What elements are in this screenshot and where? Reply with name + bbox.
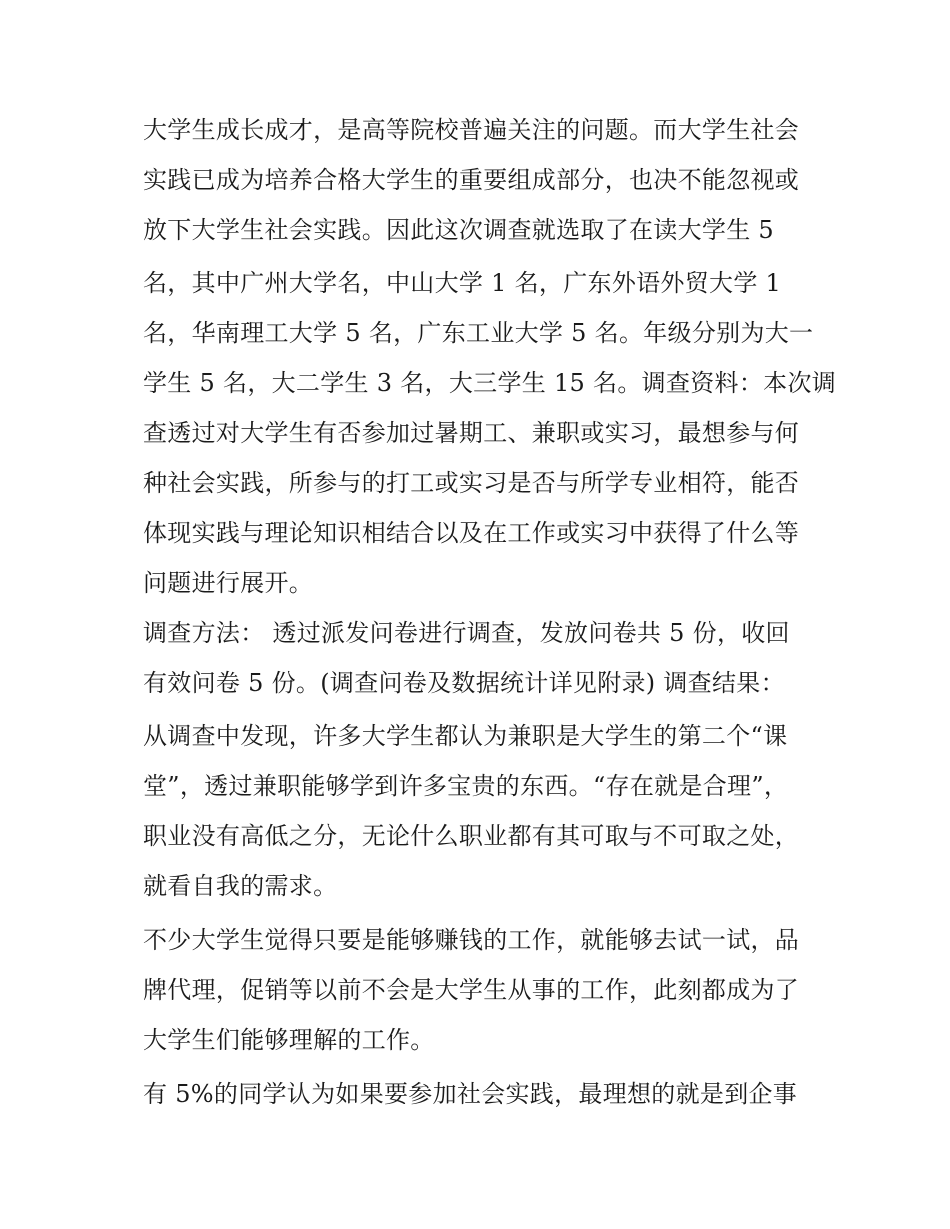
- text-line: 有效问卷 5 份。(调查问卷及数据统计详见附录) 调查结果：: [143, 669, 785, 697]
- text-line: 有 5%的同学认为如果要参加社会实践，最理想的就是到企事: [143, 1080, 798, 1108]
- text-line: 大学生成长成才，是高等院校普遍关注的问题。而大学生社会: [143, 116, 800, 144]
- text-line: 就看自我的需求。: [143, 872, 338, 900]
- text-line: 从调查中发现，许多大学生都认为兼职是大学生的第二个“课: [143, 722, 788, 750]
- text-line: 职业没有高低之分，无论什么职业都有其可取与不可取之处，: [143, 822, 800, 850]
- text-line: 名，华南理工大学 5 名，广东工业大学 5 名。年级分别为大一: [143, 319, 814, 347]
- text-line: 实践已成为培养合格大学生的重要组成部分，也决不能忽视或: [143, 166, 800, 194]
- text-line: 不少大学生觉得只要是能够赚钱的工作，就能够去试一试，品: [143, 926, 800, 954]
- text-line: 学生 5 名，大二学生 3 名，大三学生 15 名。调查资料：本次调: [143, 369, 837, 397]
- text-line: 体现实践与理论知识相结合以及在工作或实习中获得了什么等: [143, 519, 800, 547]
- text-line: 放下大学生社会实践。因此这次调查就选取了在读大学生 5: [143, 216, 774, 244]
- text-line: 大学生们能够理解的工作。: [143, 1026, 435, 1054]
- text-line: 查透过对大学生有否参加过暑期工、兼职或实习，最想参与何: [143, 419, 800, 447]
- text-line: 堂”，透过兼职能够学到许多宝贵的东西。“存在就是合理”，: [143, 772, 789, 800]
- text-line: 种社会实践，所参与的打工或实习是否与所学专业相符，能否: [143, 469, 800, 497]
- text-line: 问题进行展开。: [143, 569, 314, 597]
- text-line: 调查方法： 透过派发问卷进行调查，发放问卷共 5 份，收回: [143, 619, 790, 647]
- text-line: 名，其中广州大学名，中山大学 1 名，广东外语外贸大学 1: [143, 269, 782, 297]
- text-line: 牌代理，促销等以前不会是大学生从事的工作，此刻都成为了: [143, 976, 800, 1004]
